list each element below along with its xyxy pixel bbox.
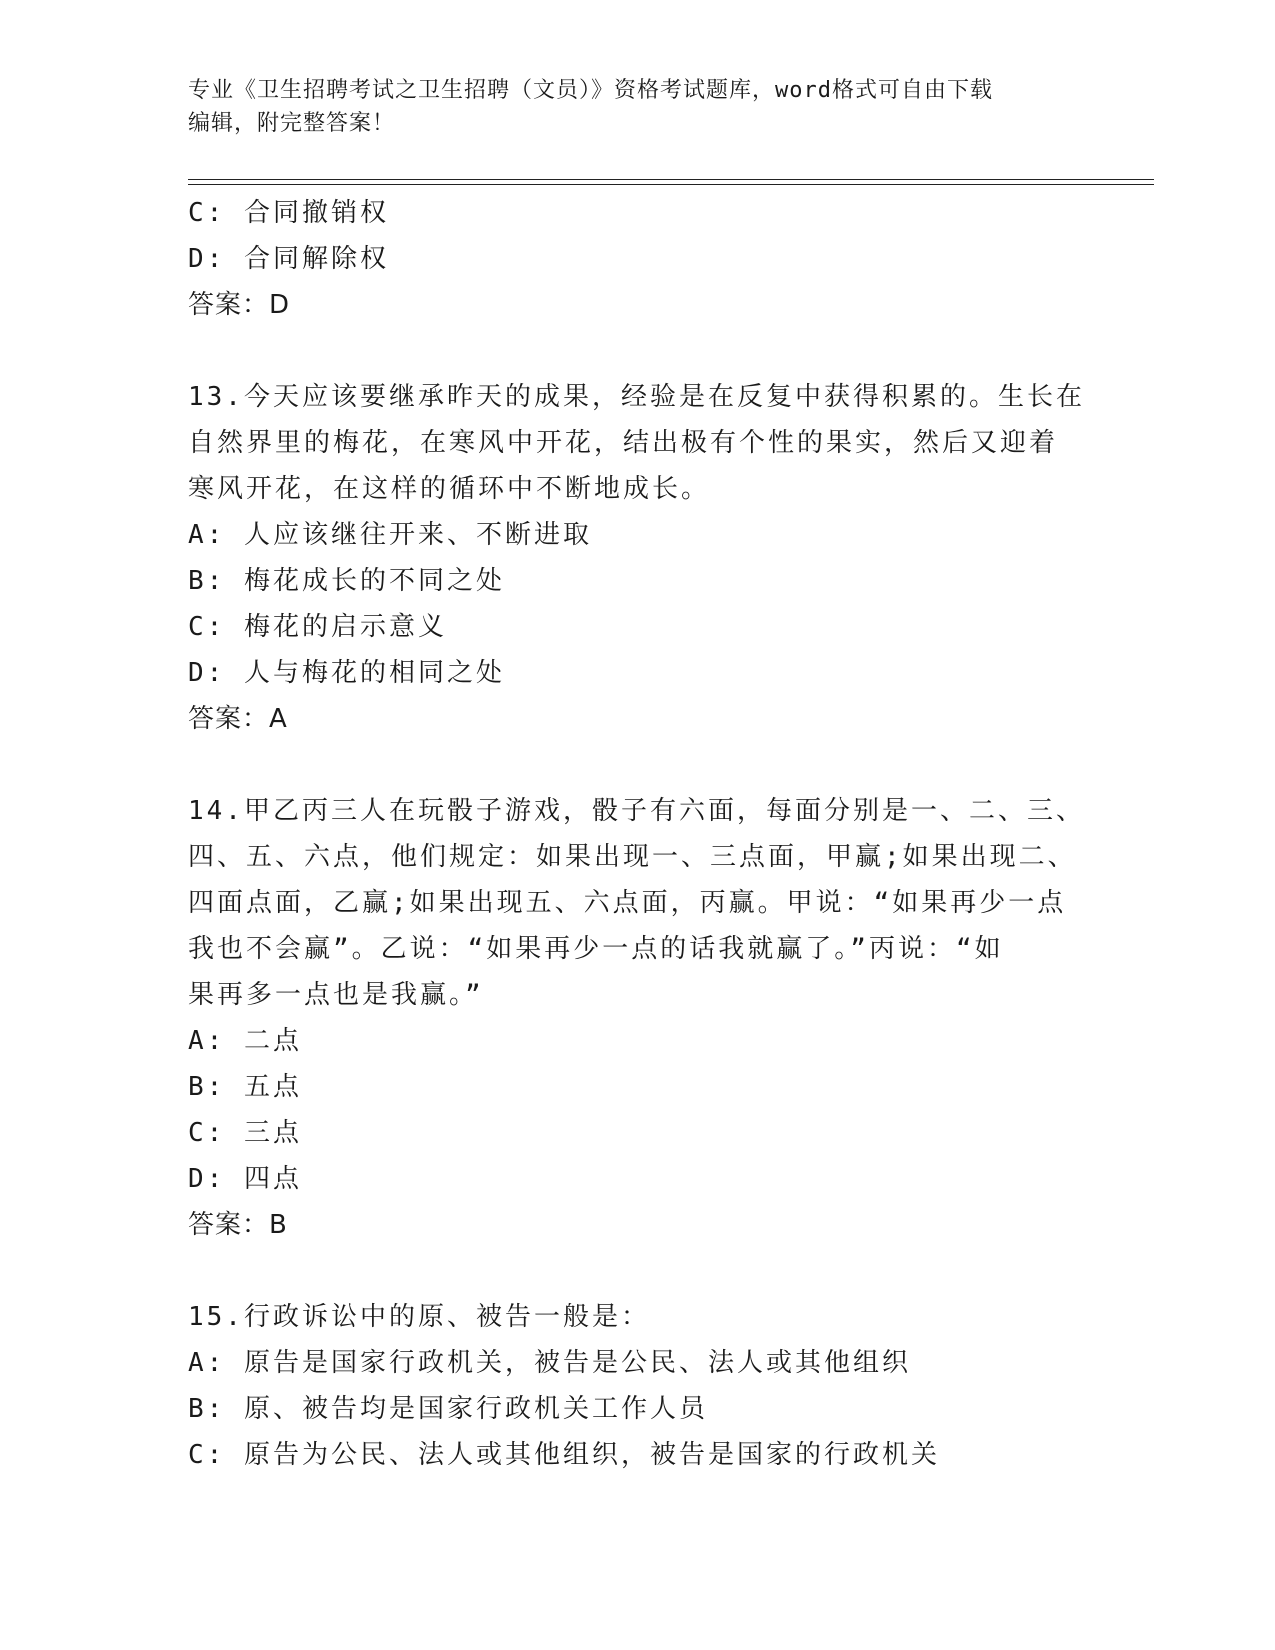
option-d xyxy=(188,1156,1088,1202)
option-text: 五点 xyxy=(243,1072,302,1102)
header-line-1: 专业《卫生招聘考试之卫生招聘（文员）》资格考试题库，word格式可自由下载 xyxy=(188,78,993,103)
header-rule-bottom xyxy=(188,184,1154,185)
question-stem-line: 自然界里的梅花，在寒风中开花，结出极有个性的果实，然后又迎着 xyxy=(188,428,1059,458)
header-rule-top xyxy=(188,179,1154,180)
option-text: 人应该继往开来、不断进取 xyxy=(243,520,592,550)
option-label: D: xyxy=(188,1164,226,1194)
option-label: D: xyxy=(188,658,226,688)
option-label: A: xyxy=(188,520,226,550)
option-label: A: xyxy=(188,1348,226,1378)
question-stem-line: 15.行政诉讼中的原、被告一般是： xyxy=(188,1302,650,1332)
option-label: A: xyxy=(188,1026,226,1056)
question-15 xyxy=(188,1294,1088,1478)
option-label: C: xyxy=(188,1118,226,1148)
option-text: 原、被告均是国家行政机关工作人员 xyxy=(243,1394,708,1424)
spacer xyxy=(188,1248,1088,1294)
option-c xyxy=(188,1432,1088,1478)
question-14 xyxy=(188,788,1088,1248)
option-b xyxy=(188,558,1088,604)
option-text: 三点 xyxy=(243,1118,302,1148)
question-stem-line: 四面点面，乙赢;如果出现五、六点面，丙赢。甲说：“如果再少一点 xyxy=(188,888,1067,918)
spacer xyxy=(188,742,1088,788)
option-a xyxy=(188,512,1088,558)
question-13 xyxy=(188,374,1088,742)
option-text: 合同撤销权 xyxy=(243,198,389,228)
question-stem-line: 果再多一点也是我赢。” xyxy=(188,980,484,1010)
question-12-tail xyxy=(188,190,1088,328)
option-b xyxy=(188,1386,1088,1432)
option-a xyxy=(188,1018,1088,1064)
option-label: C: xyxy=(188,198,226,228)
option-text: 原告是国家行政机关，被告是公民、法人或其他组织 xyxy=(243,1348,911,1378)
option-text: 梅花成长的不同之处 xyxy=(243,566,505,596)
question-stem-line: 四、五、六点，他们规定：如果出现一、三点面，甲赢;如果出现二、 xyxy=(188,842,1077,872)
question-stem-line: 我也不会赢”。乙说：“如果再少一点的话我就赢了。”丙说：“如 xyxy=(188,934,1004,964)
option-text: 二点 xyxy=(243,1026,302,1056)
option-d xyxy=(188,650,1088,696)
answer-line: 答案：D xyxy=(188,290,291,320)
document-body xyxy=(188,190,1088,1478)
option-text: 四点 xyxy=(243,1164,302,1194)
answer-line: 答案：A xyxy=(188,704,288,734)
option-a xyxy=(188,1340,1088,1386)
answer-line: 答案：B xyxy=(188,1210,288,1240)
option-label: B: xyxy=(188,566,226,596)
question-stem-line: 寒风开花，在这样的循环中不断地成长。 xyxy=(188,474,711,504)
header-line-2: 编辑，附完整答案！ xyxy=(188,111,396,136)
question-stem-line: 13.今天应该要继承昨天的成果，经验是在反复中获得积累的。生长在 xyxy=(188,382,1085,412)
option-label: B: xyxy=(188,1394,226,1424)
spacer xyxy=(188,328,1088,374)
option-c xyxy=(188,190,1088,236)
option-text: 合同解除权 xyxy=(243,244,389,274)
option-label: C: xyxy=(188,1440,226,1470)
option-text: 人与梅花的相同之处 xyxy=(243,658,505,688)
option-text: 梅花的启示意义 xyxy=(243,612,447,642)
question-stem-line: 14.甲乙丙三人在玩骰子游戏，骰子有六面，每面分别是一、二、三、 xyxy=(188,796,1085,826)
option-text: 原告为公民、法人或其他组织，被告是国家的行政机关 xyxy=(243,1440,940,1470)
page-header xyxy=(188,74,1078,140)
option-c xyxy=(188,604,1088,650)
option-label: B: xyxy=(188,1072,226,1102)
option-label: C: xyxy=(188,612,226,642)
option-b xyxy=(188,1064,1088,1110)
option-d xyxy=(188,236,1088,282)
option-c xyxy=(188,1110,1088,1156)
option-label: D: xyxy=(188,244,226,274)
